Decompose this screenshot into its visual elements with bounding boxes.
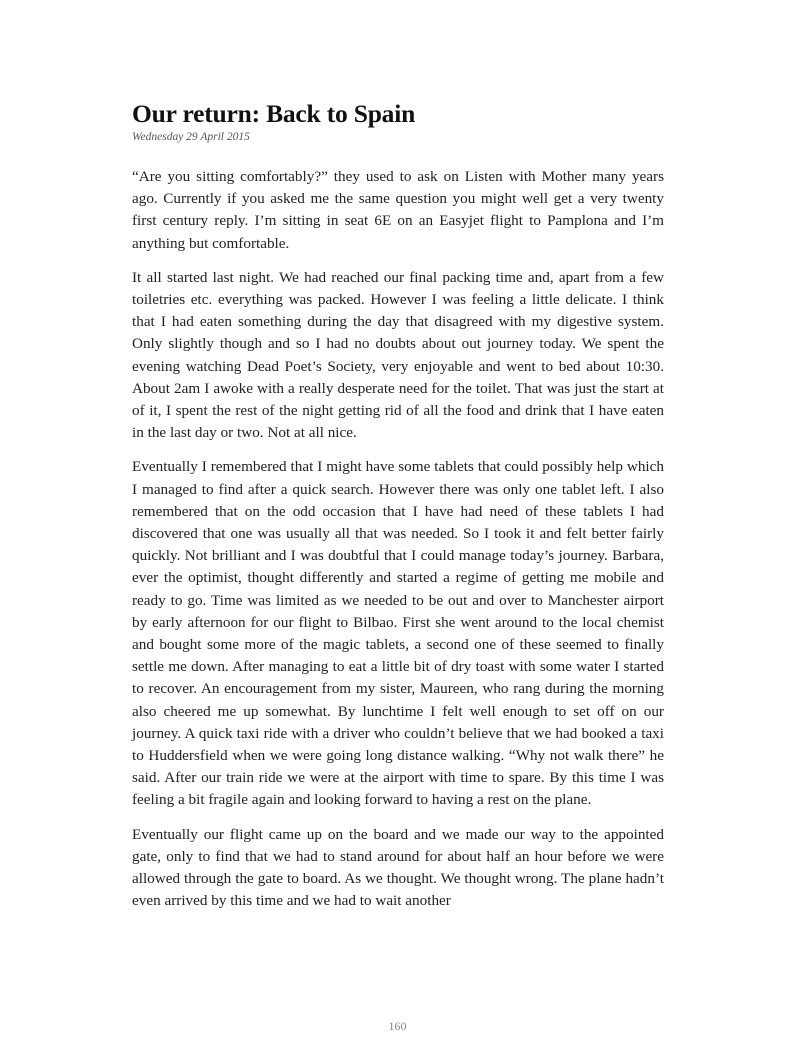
article xyxy=(132,98,664,925)
article-date: Wednesday 29 April 2015 xyxy=(132,131,250,143)
page-number: 160 xyxy=(388,1019,407,1033)
paragraph-3: Eventually I remembered that I might have some tablets that could possibly help which I managed to find after a quick search. However there was only one tablet left. I also remembered that on the odd occasion that I have had need of these tablets I had discovered that one was usually all that was needed. So I took it and felt better fairly quickly. Not brilliant and I was doubtful that I could manage today’s journey. Barbara, ever the optimist, thought differently and started a regime of getting me mobile and ready to go. Time was limited as we needed to be out and over to Manchester airport by early afternoon for our flight to Bilbao. First she went around to the local chemist and bought some more of the magic tablets, a second one of these seemed to finally settle me down. After managing to eat a little bit of dry toast with some water I started to recover. An encouragement from my sister, Maureen, who rang during the morning also cheered me up somewhat. By lunchtime I felt well enough to set off on our journey. A quick taxi ride with a driver who couldn’t believe that we had booked a taxi to Huddersfield when we were going long distance walking. “Why not walk there” he said. After our train ride we were at the airport with time to spare. By this time I was feeling a bit fragile again and looking forward to having a rest on the plane. xyxy=(132,458,664,809)
paragraph-2: It all started last night. We had reached our final packing time and, apart from a few toiletries etc. everything was packed. However I was feeling a little delicate. I think that I had eaten something during the day that disagreed with my digestive system. Only slightly though and so I had no doubts about out journey today. We spent the evening watching Dead Poet’s Society, very enjoyable and went to bed about 10:30. About 2am I awoke with a really desperate need for the toilet. That was just the start at of it, I spent the rest of the night getting rid of all the food and drink that I have eaten in the last day or two. Not at all nice. xyxy=(132,268,664,442)
page-title: Our return: Back to Spain xyxy=(132,99,416,128)
paragraph-4: Eventually our flight came up on the board and we made our way to the appointed gate, only to find that we had to stand around for about half an hour before we were allowed through the gate to board. As we thought. We thought wrong. The plane hadn’t even arrived by this time and we had to wait another xyxy=(132,825,664,910)
paragraph-1: “Are you sitting comfortably?” they used to ask on Listen with Mother many years ago. Currently if you asked me the same question you might well get a very twenty first century reply. I’m sitting in seat 6E on an Easyjet flight to Pamplona and I’m anything but comfortable. xyxy=(132,168,664,252)
